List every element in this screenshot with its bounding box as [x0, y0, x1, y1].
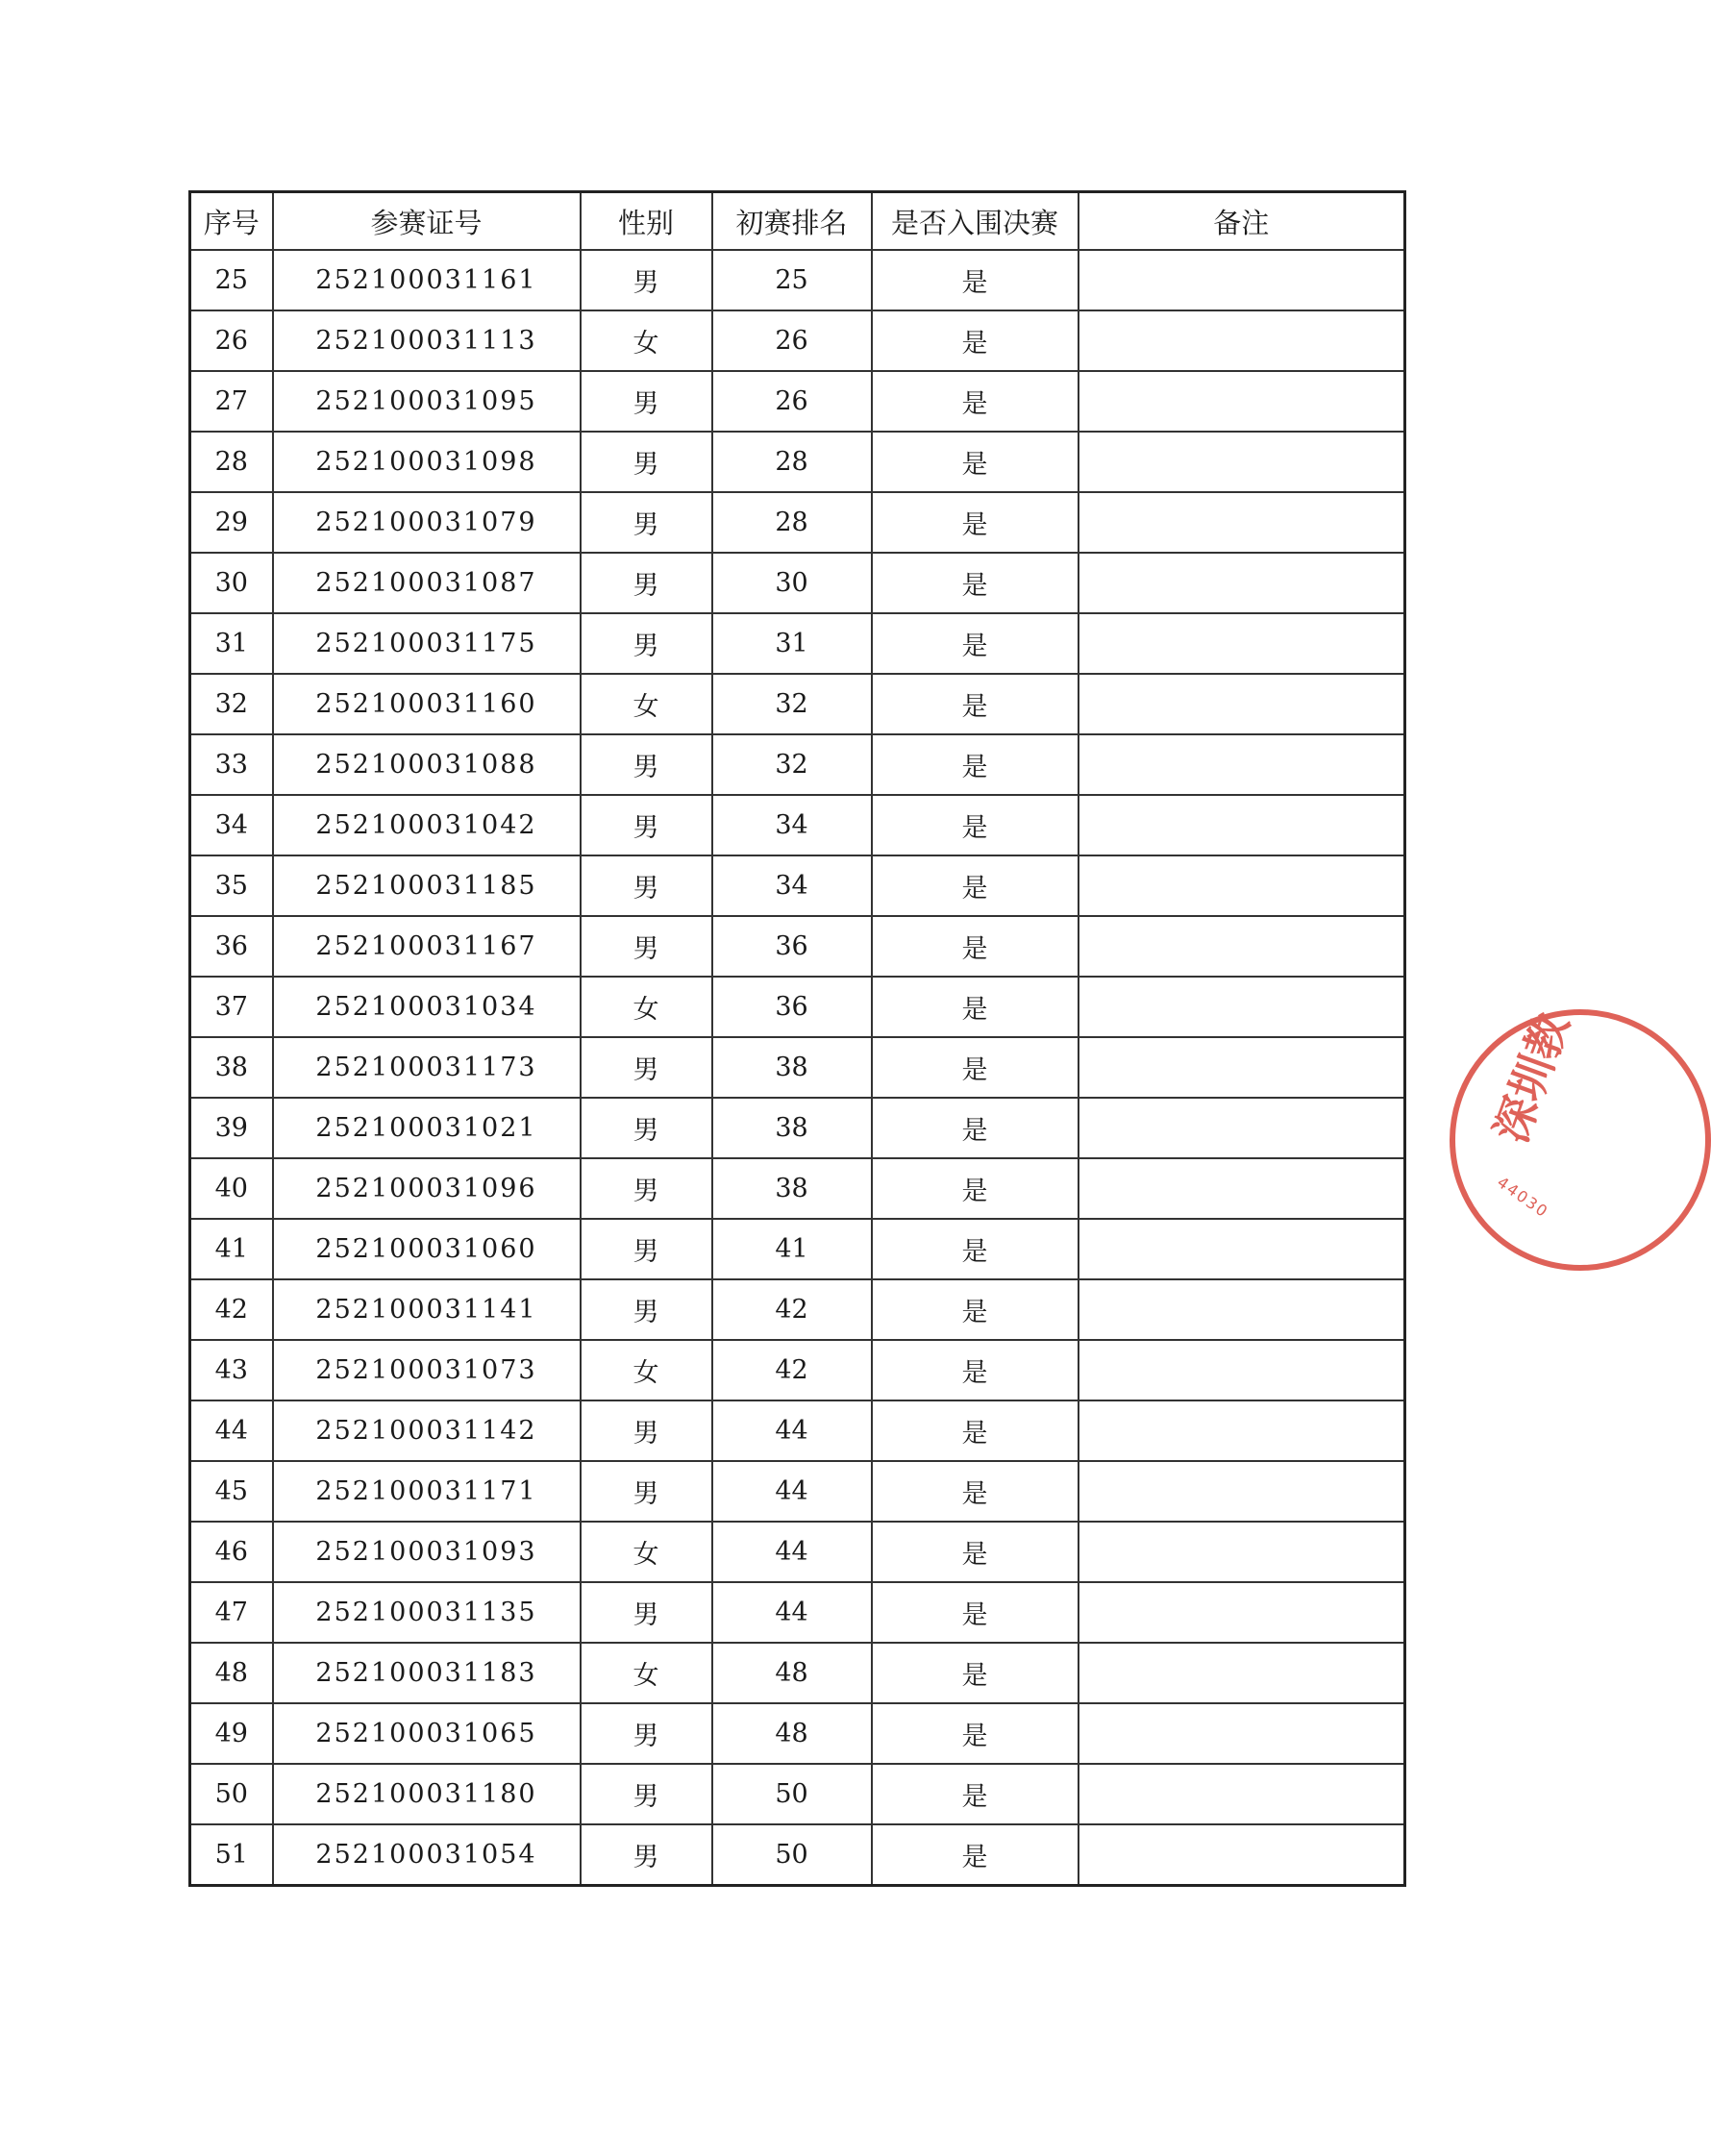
- cell-serial: 42: [190, 1279, 273, 1340]
- table-row: [190, 1279, 1405, 1340]
- cell-serial: 49: [190, 1703, 273, 1764]
- table-row: [190, 1098, 1405, 1158]
- cell-remarks: [1079, 1522, 1405, 1582]
- header-serial: 序号: [190, 192, 273, 251]
- cell-prelim-rank: 44: [712, 1582, 872, 1643]
- cell-serial: 37: [190, 977, 273, 1037]
- cell-prelim-rank: 34: [712, 795, 872, 855]
- cell-prelim-rank: 34: [712, 855, 872, 916]
- table-row: [190, 1703, 1405, 1764]
- cell-prelim-rank: 25: [712, 250, 872, 310]
- cell-prelim-rank: 42: [712, 1340, 872, 1400]
- cell-gender: 男: [581, 492, 712, 553]
- cell-remarks: [1079, 1219, 1405, 1279]
- cell-serial: 30: [190, 553, 273, 613]
- cell-entry-number: 252100031088: [273, 734, 581, 795]
- cell-serial: 47: [190, 1582, 273, 1643]
- cell-gender: 男: [581, 1279, 712, 1340]
- cell-entry-number: 252100031073: [273, 1340, 581, 1400]
- cell-prelim-rank: 41: [712, 1219, 872, 1279]
- cell-prelim-rank: 31: [712, 613, 872, 674]
- cell-finalist: 是: [872, 1824, 1079, 1886]
- header-remarks: 备注: [1079, 192, 1405, 251]
- cell-remarks: [1079, 553, 1405, 613]
- cell-prelim-rank: 32: [712, 674, 872, 734]
- cell-gender: 男: [581, 432, 712, 492]
- cell-remarks: [1079, 1582, 1405, 1643]
- cell-prelim-rank: 36: [712, 916, 872, 977]
- cell-serial: 51: [190, 1824, 273, 1886]
- cell-finalist: 是: [872, 795, 1079, 855]
- table-row: [190, 734, 1405, 795]
- cell-serial: 31: [190, 613, 273, 674]
- cell-gender: 男: [581, 1461, 712, 1522]
- cell-finalist: 是: [872, 613, 1079, 674]
- cell-entry-number: 252100031034: [273, 977, 581, 1037]
- cell-finalist: 是: [872, 553, 1079, 613]
- cell-gender: 男: [581, 1582, 712, 1643]
- table-row: [190, 1461, 1405, 1522]
- cell-finalist: 是: [872, 1522, 1079, 1582]
- cell-serial: 50: [190, 1764, 273, 1824]
- table-header-row: [190, 192, 1405, 251]
- table-row: [190, 310, 1405, 371]
- cell-serial: 38: [190, 1037, 273, 1098]
- table-row: [190, 1158, 1405, 1219]
- cell-remarks: [1079, 432, 1405, 492]
- cell-prelim-rank: 32: [712, 734, 872, 795]
- table-row: [190, 1340, 1405, 1400]
- table-row: [190, 916, 1405, 977]
- cell-serial: 28: [190, 432, 273, 492]
- cell-finalist: 是: [872, 1219, 1079, 1279]
- cell-remarks: [1079, 310, 1405, 371]
- cell-gender: 男: [581, 1703, 712, 1764]
- cell-remarks: [1079, 1824, 1405, 1886]
- cell-entry-number: 252100031171: [273, 1461, 581, 1522]
- table-row: [190, 371, 1405, 432]
- finalist-table: [188, 190, 1406, 1887]
- cell-entry-number: 252100031183: [273, 1643, 581, 1703]
- cell-gender: 男: [581, 1824, 712, 1886]
- cell-prelim-rank: 48: [712, 1703, 872, 1764]
- cell-prelim-rank: 50: [712, 1824, 872, 1886]
- table-row: [190, 674, 1405, 734]
- cell-gender: 男: [581, 1219, 712, 1279]
- cell-entry-number: 252100031173: [273, 1037, 581, 1098]
- cell-serial: 39: [190, 1098, 273, 1158]
- cell-finalist: 是: [872, 1643, 1079, 1703]
- table-row: [190, 1037, 1405, 1098]
- cell-prelim-rank: 42: [712, 1279, 872, 1340]
- cell-serial: 26: [190, 310, 273, 371]
- cell-finalist: 是: [872, 1703, 1079, 1764]
- cell-serial: 29: [190, 492, 273, 553]
- cell-remarks: [1079, 916, 1405, 977]
- cell-entry-number: 252100031167: [273, 916, 581, 977]
- cell-remarks: [1079, 1643, 1405, 1703]
- cell-remarks: [1079, 1158, 1405, 1219]
- cell-finalist: 是: [872, 371, 1079, 432]
- table-row: [190, 432, 1405, 492]
- cell-entry-number: 252100031093: [273, 1522, 581, 1582]
- cell-serial: 44: [190, 1400, 273, 1461]
- cell-finalist: 是: [872, 1037, 1079, 1098]
- cell-gender: 男: [581, 371, 712, 432]
- cell-gender: 男: [581, 795, 712, 855]
- cell-prelim-rank: 50: [712, 1764, 872, 1824]
- table-row: [190, 855, 1405, 916]
- cell-prelim-rank: 44: [712, 1522, 872, 1582]
- cell-gender: 女: [581, 674, 712, 734]
- cell-finalist: 是: [872, 674, 1079, 734]
- cell-serial: 40: [190, 1158, 273, 1219]
- cell-gender: 男: [581, 855, 712, 916]
- cell-serial: 25: [190, 250, 273, 310]
- table-row: [190, 492, 1405, 553]
- cell-entry-number: 252100031142: [273, 1400, 581, 1461]
- cell-finalist: 是: [872, 855, 1079, 916]
- cell-prelim-rank: 30: [712, 553, 872, 613]
- cell-entry-number: 252100031054: [273, 1824, 581, 1886]
- cell-entry-number: 252100031021: [273, 1098, 581, 1158]
- cell-gender: 男: [581, 1098, 712, 1158]
- cell-entry-number: 252100031185: [273, 855, 581, 916]
- cell-finalist: 是: [872, 916, 1079, 977]
- cell-entry-number: 252100031042: [273, 795, 581, 855]
- cell-entry-number: 252100031175: [273, 613, 581, 674]
- cell-finalist: 是: [872, 492, 1079, 553]
- cell-remarks: [1079, 1340, 1405, 1400]
- cell-entry-number: 252100031160: [273, 674, 581, 734]
- cell-prelim-rank: 38: [712, 1158, 872, 1219]
- cell-serial: 36: [190, 916, 273, 977]
- cell-serial: 33: [190, 734, 273, 795]
- header-finalist: 是否入围决赛: [872, 192, 1079, 251]
- cell-remarks: [1079, 250, 1405, 310]
- cell-entry-number: 252100031161: [273, 250, 581, 310]
- cell-remarks: [1079, 1703, 1405, 1764]
- cell-serial: 27: [190, 371, 273, 432]
- cell-prelim-rank: 44: [712, 1461, 872, 1522]
- cell-finalist: 是: [872, 1340, 1079, 1400]
- cell-entry-number: 252100031060: [273, 1219, 581, 1279]
- cell-finalist: 是: [872, 1279, 1079, 1340]
- cell-entry-number: 252100031135: [273, 1582, 581, 1643]
- table-row: [190, 613, 1405, 674]
- cell-serial: 32: [190, 674, 273, 734]
- cell-finalist: 是: [872, 1158, 1079, 1219]
- cell-gender: 男: [581, 1400, 712, 1461]
- table-row: [190, 977, 1405, 1037]
- cell-finalist: 是: [872, 310, 1079, 371]
- cell-entry-number: 252100031079: [273, 492, 581, 553]
- table-body: [190, 250, 1405, 1886]
- cell-finalist: 是: [872, 1582, 1079, 1643]
- official-seal: [1450, 1006, 1711, 1271]
- cell-finalist: 是: [872, 432, 1079, 492]
- cell-serial: 35: [190, 855, 273, 916]
- cell-gender: 女: [581, 977, 712, 1037]
- cell-remarks: [1079, 1279, 1405, 1340]
- cell-remarks: [1079, 1037, 1405, 1098]
- cell-entry-number: 252100031095: [273, 371, 581, 432]
- cell-entry-number: 252100031141: [273, 1279, 581, 1340]
- cell-finalist: 是: [872, 977, 1079, 1037]
- table-row: [190, 1764, 1405, 1824]
- table-row: [190, 1522, 1405, 1582]
- cell-gender: 男: [581, 1158, 712, 1219]
- table-row: [190, 250, 1405, 310]
- cell-serial: 48: [190, 1643, 273, 1703]
- cell-gender: 男: [581, 916, 712, 977]
- cell-prelim-rank: 36: [712, 977, 872, 1037]
- cell-remarks: [1079, 1461, 1405, 1522]
- cell-entry-number: 252100031113: [273, 310, 581, 371]
- cell-prelim-rank: 26: [712, 310, 872, 371]
- cell-serial: 45: [190, 1461, 273, 1522]
- cell-finalist: 是: [872, 1764, 1079, 1824]
- table-row: [190, 1824, 1405, 1886]
- cell-entry-number: 252100031065: [273, 1703, 581, 1764]
- cell-gender: 男: [581, 734, 712, 795]
- cell-serial: 41: [190, 1219, 273, 1279]
- table-row: [190, 795, 1405, 855]
- cell-gender: 女: [581, 1522, 712, 1582]
- cell-gender: 女: [581, 1643, 712, 1703]
- cell-entry-number: 252100031087: [273, 553, 581, 613]
- cell-entry-number: 252100031098: [273, 432, 581, 492]
- cell-remarks: [1079, 977, 1405, 1037]
- cell-remarks: [1079, 492, 1405, 553]
- cell-prelim-rank: 48: [712, 1643, 872, 1703]
- table-row: [190, 553, 1405, 613]
- seal-text: 深圳教: [1484, 1006, 1579, 1150]
- cell-prelim-rank: 38: [712, 1098, 872, 1158]
- cell-gender: 男: [581, 250, 712, 310]
- table-row: [190, 1582, 1405, 1643]
- cell-finalist: 是: [872, 1098, 1079, 1158]
- cell-gender: 男: [581, 553, 712, 613]
- cell-prelim-rank: 38: [712, 1037, 872, 1098]
- table-row: [190, 1643, 1405, 1703]
- cell-remarks: [1079, 674, 1405, 734]
- cell-gender: 男: [581, 613, 712, 674]
- cell-serial: 34: [190, 795, 273, 855]
- cell-remarks: [1079, 1764, 1405, 1824]
- cell-gender: 男: [581, 1764, 712, 1824]
- cell-serial: 43: [190, 1340, 273, 1400]
- header-gender: 性别: [581, 192, 712, 251]
- table-row: [190, 1219, 1405, 1279]
- cell-finalist: 是: [872, 734, 1079, 795]
- cell-remarks: [1079, 1400, 1405, 1461]
- cell-remarks: [1079, 371, 1405, 432]
- cell-remarks: [1079, 795, 1405, 855]
- cell-prelim-rank: 28: [712, 492, 872, 553]
- cell-finalist: 是: [872, 1461, 1079, 1522]
- cell-finalist: 是: [872, 250, 1079, 310]
- seal-code: 44030: [1494, 1173, 1552, 1222]
- cell-prelim-rank: 28: [712, 432, 872, 492]
- header-prelim-rank: 初赛排名: [712, 192, 872, 251]
- header-entry-number: 参赛证号: [273, 192, 581, 251]
- cell-entry-number: 252100031096: [273, 1158, 581, 1219]
- cell-gender: 女: [581, 310, 712, 371]
- cell-remarks: [1079, 1098, 1405, 1158]
- cell-finalist: 是: [872, 1400, 1079, 1461]
- cell-remarks: [1079, 855, 1405, 916]
- cell-serial: 46: [190, 1522, 273, 1582]
- table-row: [190, 1400, 1405, 1461]
- cell-prelim-rank: 44: [712, 1400, 872, 1461]
- cell-remarks: [1079, 734, 1405, 795]
- cell-gender: 男: [581, 1037, 712, 1098]
- cell-entry-number: 252100031180: [273, 1764, 581, 1824]
- cell-remarks: [1079, 613, 1405, 674]
- cell-prelim-rank: 26: [712, 371, 872, 432]
- cell-gender: 女: [581, 1340, 712, 1400]
